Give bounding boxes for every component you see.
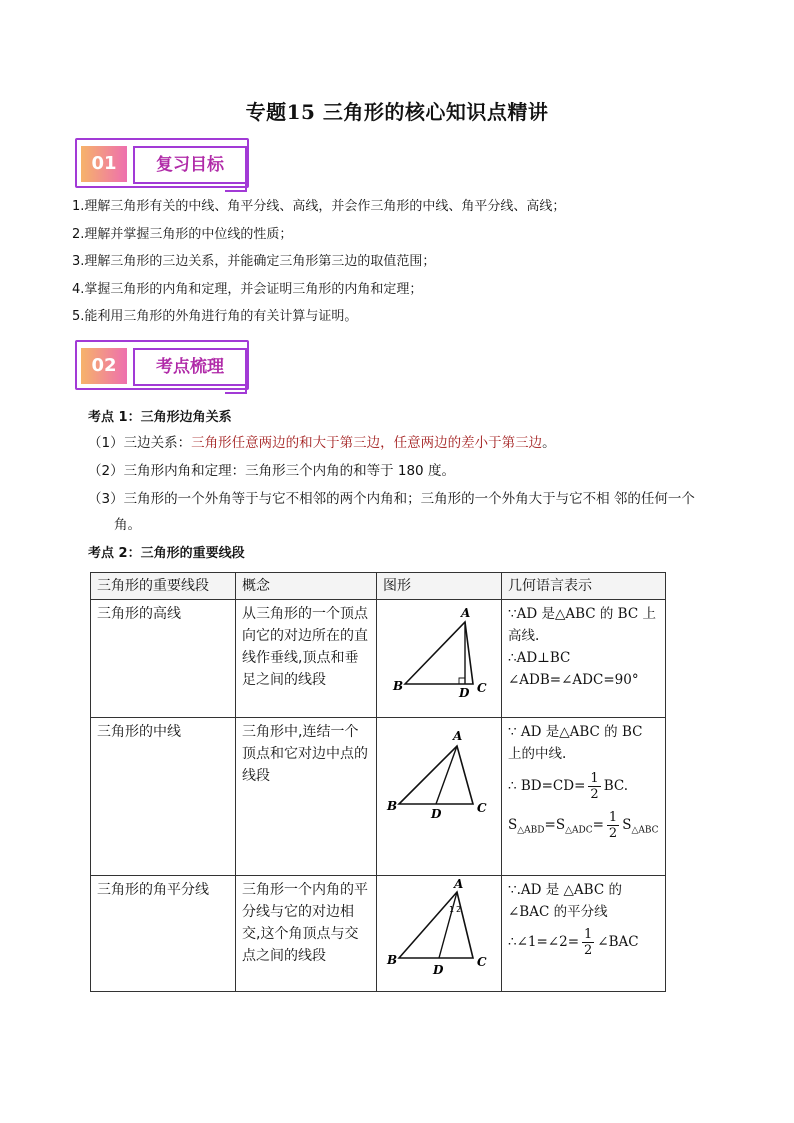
important-segments-table	[90, 572, 666, 992]
geometry-statement: ∵AD 是△ABC 的 BC 上高线. ∴AD⊥BC ∠ADB=∠ADC=90°	[502, 600, 666, 718]
triangle-inequality-text: 三角形任意两边的和大于第三边，任意两边的差小于第三边	[191, 435, 543, 451]
goal-item: 1.理解三角形有关的中线、角平分线、高线，并会作三角形的中线、角平分线、高线；	[72, 199, 566, 214]
table-row-median	[91, 718, 666, 876]
goal-item: 4.掌握三角形的内角和定理，并会证明三角形的内角和定理；	[72, 281, 423, 297]
table-row-angle-bisector	[91, 876, 666, 992]
svg-text:1: 1	[449, 905, 455, 914]
vertex-label: A	[461, 606, 471, 620]
goal-item: 3.理解三角形的三边关系，并能确定三角形第三边的取值范围；	[72, 254, 436, 269]
table-row-altitude	[91, 600, 666, 718]
kp1-heading: 考点 1：三角形边角关系	[88, 410, 232, 425]
altitude-figure	[377, 600, 502, 718]
segment-name: 三角形的角平分线	[91, 876, 236, 992]
section-header-review-goals	[75, 138, 250, 192]
vertex-label: B	[393, 679, 404, 693]
svg-text:B: B	[387, 953, 398, 967]
section-label: 考点梳理	[133, 348, 247, 386]
svg-text:D: D	[433, 963, 444, 977]
vertex-label: D	[459, 686, 470, 700]
section-label: 复习目标	[133, 146, 247, 184]
section-number: 01	[81, 146, 127, 182]
svg-text:D: D	[431, 807, 442, 821]
svg-text:C: C	[477, 801, 487, 815]
median-figure	[377, 718, 502, 876]
svg-text:A: A	[454, 877, 464, 891]
section-number: 02	[81, 348, 127, 384]
table-header-row	[91, 573, 666, 600]
segment-concept: 从三角形的一个顶点向它的对边所在的直线作垂线,顶点和垂足之间的线段	[236, 600, 377, 718]
section-header-key-points	[75, 340, 250, 394]
vertex-label: C	[477, 681, 487, 695]
geometry-statement: ∵.AD 是 △ABC 的∠BAC 的平分线 ∴∠1=∠2= $\frac{1}{2}$ ∠BAC	[502, 876, 666, 992]
svg-text:2: 2	[456, 905, 462, 914]
geometry-statement: ∵ AD 是△ABC 的 BC 上的中线. ∴ BD=CD= $\frac{1}{2}$ BC. $S_{\triangle ABD}=S_{\triangle ADC}=$ $\frac{1}{2}$ $S_{\triangle ABC}$	[502, 718, 666, 876]
svg-text:B: B	[387, 799, 398, 813]
kp1-point-3: （3）三角形的一个外角等于与它不相邻的两个内角和；三角形的一个外角大于与它不相 邻的任何一个 角。	[88, 491, 695, 533]
column-header: 几何语言表示	[502, 573, 666, 600]
svg-text:C: C	[477, 955, 487, 969]
column-header: 概念	[236, 573, 377, 600]
svg-text:A: A	[453, 729, 463, 743]
segment-concept: 三角形一个内角的平分线与它的对边相交,这个角顶点与交点之间的线段	[236, 876, 377, 992]
goal-item: 5.能利用三角形的外角进行角的有关计算与证明。	[72, 309, 358, 324]
page-title: 专题15 三角形的核心知识点精讲	[245, 100, 549, 124]
kp1-point-1: （1）三边关系：三角形任意两边的和大于第三边，任意两边的差小于第三边。	[88, 435, 556, 451]
goal-item: 2.理解并掌握三角形的中位线的性质；	[72, 226, 293, 242]
goals-list	[72, 196, 752, 334]
angle-bisector-figure	[377, 876, 502, 992]
column-header: 图形	[377, 573, 502, 600]
segment-name: 三角形的高线	[91, 600, 236, 718]
segment-name: 三角形的中线	[91, 718, 236, 876]
kp1-point-2: （2）三角形内角和定理：三角形三个内角的和等于 180 度。	[88, 463, 455, 479]
segment-concept: 三角形中,连结一个顶点和它对边中点的线段	[236, 718, 377, 876]
column-header: 三角形的重要线段	[91, 573, 236, 600]
kp2-heading: 考点 2：三角形的重要线段	[88, 546, 245, 561]
